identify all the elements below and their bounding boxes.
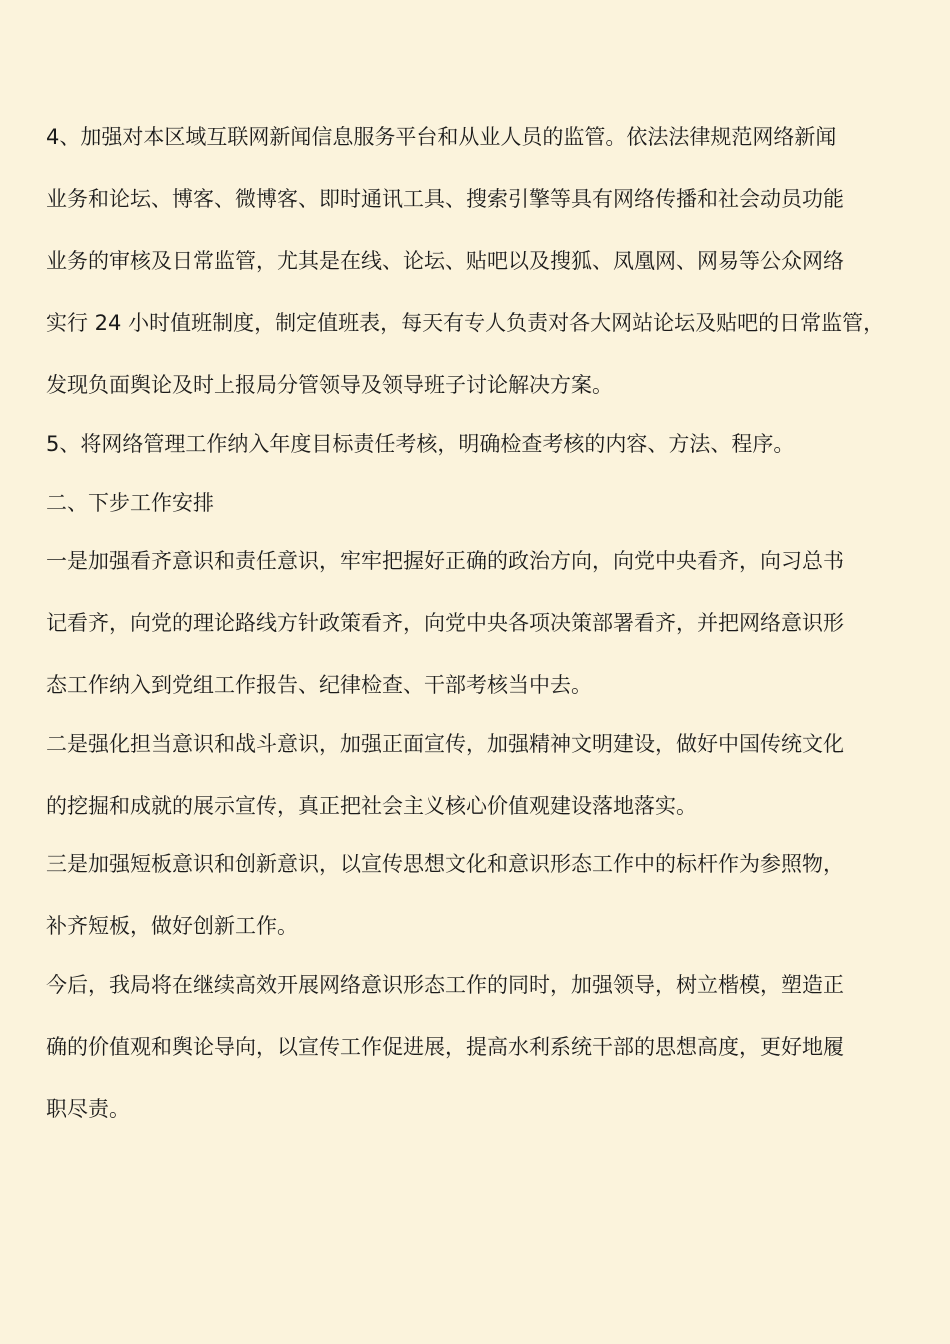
text-line: 业务的审核及日常监管，尤其是在线、论坛、贴吧以及搜狐、凤凰网、网易等公众网络 — [46, 249, 844, 273]
text-line: 业务和论坛、博客、微博客、即时通讯工具、搜索引擎等具有网络传播和社会动员功能 — [46, 187, 844, 211]
text-line: 二是强化担当意识和战斗意识，加强正面宣传，加强精神文明建设，做好中国传统文化 — [46, 732, 844, 756]
text-line: 的挖掘和成就的展示宣传，真正把社会主义核心价值观建设落地落实。 — [46, 794, 697, 818]
text-line: 确的价值观和舆论导向，以宣传工作促进展，提高水利系统干部的思想高度，更好地履 — [46, 1035, 844, 1059]
text-line: 态工作纳入到党组工作报告、纪律检查、干部考核当中去。 — [46, 673, 592, 697]
text-line: 一是加强看齐意识和责任意识，牢牢把握好正确的政治方向，向党中央看齐，向习总书 — [46, 549, 844, 573]
text-line: 5、将网络管理工作纳入年度目标责任考核，明确检查考核的内容、方法、程序。 — [46, 432, 795, 456]
text-line: 今后，我局将在继续高效开展网络意识形态工作的同时，加强领导，树立楷模，塑造正 — [46, 973, 844, 997]
text-line: 实行 24 小时值班制度，制定值班表，每天有专人负责对各大网站论坛及贴吧的日常监管， — [46, 311, 885, 335]
text-line: 记看齐，向党的理论路线方针政策看齐，向党中央各项决策部署看齐，并把网络意识形 — [46, 611, 844, 635]
text-line: 4、加强对本区域互联网新闻信息服务平台和从业人员的监管。依法法律规范网络新闻 — [46, 125, 837, 149]
text-line: 职尽责。 — [46, 1097, 130, 1121]
text-line: 三是加强短板意识和创新意识，以宣传思想文化和意识形态工作中的标杆作为参照物， — [46, 852, 844, 876]
section-heading: 二、下步工作安排 — [46, 491, 214, 515]
text-line: 补齐短板，做好创新工作。 — [46, 914, 298, 938]
text-line: 发现负面舆论及时上报局分管领导及领导班子讨论解决方案。 — [46, 373, 613, 397]
